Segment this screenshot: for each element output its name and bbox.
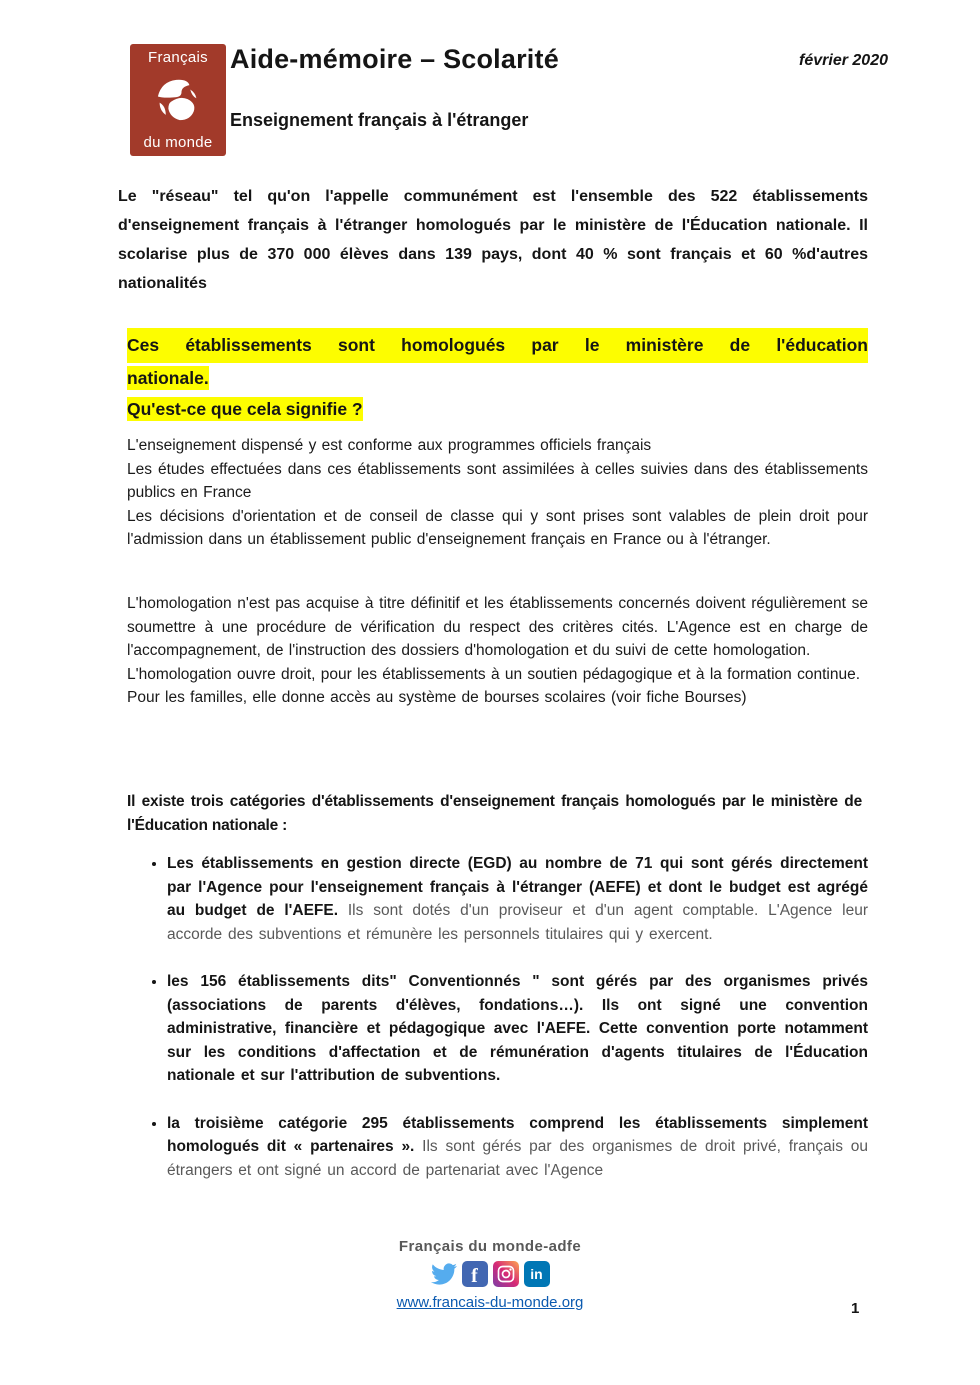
list-item-partenaires [167,1112,868,1183]
page-number: 1 [851,1300,860,1317]
bullet-bold-text: la troisième catégorie 295 établissements comprend les établissements simplement homologués dit « partenaires ». [167,1114,868,1155]
linkedin-icon[interactable]: in [524,1261,550,1287]
paragraph: Les décisions d'orientation et de conseil de classe qui y sont prises sont valables de plein droit pour l'admission dans un établissement public d'enseignement français en France ou à l'étranger. [127,507,868,548]
instagram-icon[interactable] [493,1261,519,1287]
list-item-egd [167,852,868,946]
logo-text-bottom: du monde [143,134,213,151]
highlight-line-1: Ces établissements sont homologués par le ministère de l'éducation [127,328,868,363]
paragraph: L'enseignement dispensé y est conforme aux programmes officiels français [127,437,652,454]
highlight-line-2: nationale. [127,368,209,388]
logo-text-top: Français [148,49,208,66]
globe-icon [150,72,206,128]
bullet-gray-text: Ils sont dotés d'un proviseur et d'un agent comptable. L'Agence leur accorde des subventions et rémunère les personnels titulaires qui y exercent. [167,902,868,943]
footer-brand: Français du monde-adfe [398,1238,582,1255]
document-subtitle: Enseignement français à l'étranger [230,110,529,130]
list-item-conventionnes [167,970,868,1088]
bullet-gray-text: Ils sont gérés par des organismes de droit privé, français ou étrangers et ont signé un accord de partenariat avec l'Agence [167,1138,868,1179]
page-title: Aide-mémoire – Scolarité [230,44,559,74]
bullet-bold-text: les 156 établissements dits" Conventionnés " sont gérés par des organismes privés (associations de parents d'élèves, fondations…). Ils ont signé une convention administrative, financière et pédagogique avec l'AEFE. Cette convention porte notamment sur les conditions d'affectation et de rémunération d'agents titulaires de l'Éducation nationale et sur l'attribution de subventions. [167,973,868,1084]
document-date: février 2020 [799,52,888,69]
categories-list [127,852,868,1206]
twitter-icon[interactable] [431,1261,457,1287]
categories-heading: Il existe trois catégories d'établissements d'enseignement français homologués par le ministère de l'Éducation nationale : [127,793,862,834]
social-icons-row [431,1260,550,1288]
website-link[interactable]: www.francais-du-monde.org [396,1294,584,1311]
francais-du-monde-logo [130,44,226,156]
intro-paragraph: Le "réseau" tel qu'on l'appelle communément est l'ensemble des 522 établissements d'enseignement français à l'étranger homologués par le ministère de l'Éducation nationale. Il scolarise plus de 370 000 élèves dans 139 pays, dont 40 % sont français et 60 %d'autres nationalités [118,188,868,292]
highlight-question: Qu'est-ce que cela signifie ? [127,399,363,419]
footer [0,1238,980,1311]
highlighted-heading [127,328,868,425]
paragraph: L'homologation ouvre droit, pour les établissements à un soutien pédagogique et à la formation continue. [127,665,861,683]
paragraph: Les études effectuées dans ces établissements sont assimilées à celles suivies dans des établissements publics en France [127,460,868,501]
paragraph: Pour les familles, elle donne accès au système de bourses scolaires (voir fiche Bourses) [127,689,747,706]
homologation-criteria-block [127,434,868,552]
homologation-process-block [127,592,868,710]
facebook-icon[interactable]: f [462,1261,488,1287]
paragraph: L'homologation n'est pas acquise à titre définitif et les établissements concernés doivent régulièrement se soumettre à une procédure de vérification du respect des critères cités. L'Agence est en charge de l'accompagnement, de l'instruction des dossiers d'homologation et du suivi de cette homologation. [127,595,868,659]
bullet-bold-text: Les établissements en gestion directe (EGD) au nombre de 71 qui sont gérés directement par l'Agence pour l'enseignement français à l'étranger (AEFE) et dont le budget est agrégé au budget de l'AEFE. [167,855,868,919]
